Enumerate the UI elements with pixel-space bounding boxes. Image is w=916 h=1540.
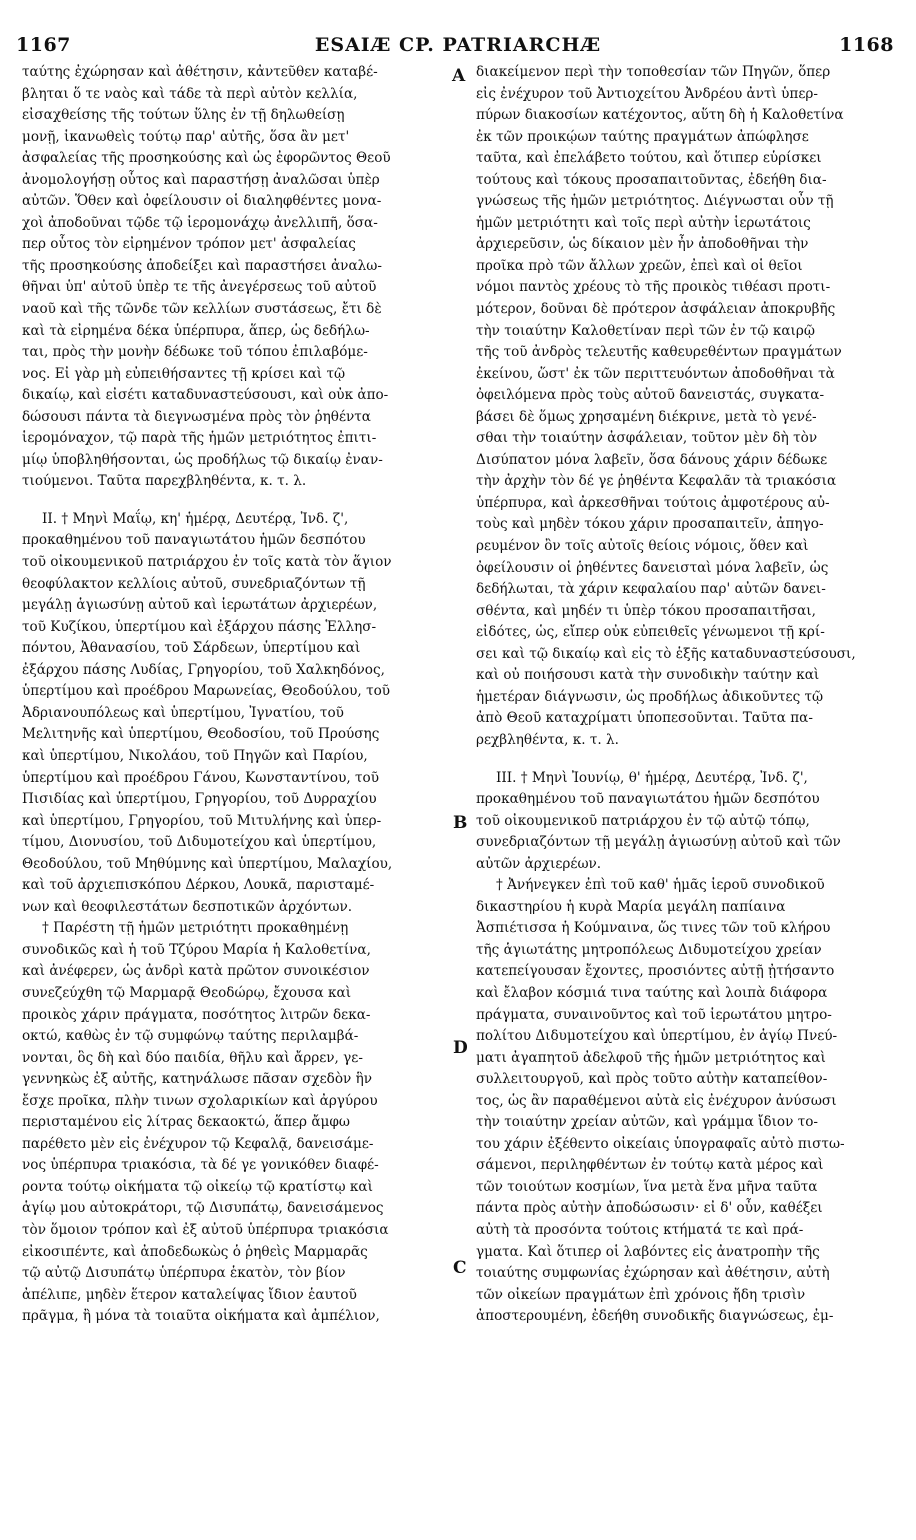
text-line: τὴν ἀρχὴν τὸν δέ γε ῥηθέντα Κεφαλᾶν τὰ τριακόσια [476,473,837,490]
text-line: νος ὑπέρπυρα τριακόσια, τὰ δέ γε γονικόθεν διαφέ- [22,1157,379,1174]
text-line: τούτους καὶ τόκους προσαπαιτοῦντας, ἐδεήθη δια- [476,171,827,188]
text-line: ἀπέλιπε, μηδὲν ἕτερον καταλείψας ἴδιον ἑαυτοῦ [22,1286,357,1303]
text-line: τοὺς καὶ μηδὲν τόκου χάριν προσαπαιτεῖν, ἀπηγο- [476,516,824,533]
text-line: ὑπέρπυρα, καὶ ἀρκεσθῆναι τούτοις ἀμφοτέρους αὐ- [476,494,830,511]
text-line: καὶ ὑπερτίμου, Γρηγορίου, τοῦ Μιτυλήνης καὶ ὑπερ- [22,812,382,829]
margin-marker-d: D [453,1038,468,1058]
text-line: γματα. Καὶ ὅτιπερ οἱ λαβόντες εἰς ἀνατροπὴν τῆς [476,1243,820,1260]
text-line: προικὸς χάριν πράγματα, ποσότητος λιτρῶν δεκα- [22,1006,371,1023]
text-line: II. † Μηνὶ Μαΐῳ, κη' ἡμέρᾳ, Δευτέρᾳ, Ἰνδ. ζ', [42,510,349,527]
text-line: ρευμένον ὂν τοῖς αὐτοῖς θείοις νόμοις, ὅθεν καὶ [476,538,809,555]
right-column [476,62,886,1328]
text-line: ταῦτα, καὶ ἐπελάβετο τούτου, καὶ ὅτιπερ εὑρίσκει [476,150,822,167]
text-line: οκτώ, καθὼς ἐν τῷ συμφώνῳ ταύτης περιλαμβά- [22,1028,359,1045]
margin-marker-b: B [453,813,468,833]
text-line: αὐτῶν. Ὅθεν καὶ ὀφείλουσιν οἱ διαληφθέντες μονα- [22,193,382,210]
text-line: ταύτης ἐχώρησαν καὶ ἀθέτησιν, κἀντεῦθεν καταβέ- [22,64,378,80]
text-line: καὶ τοῦ ἀρχιεπισκόπου Δέρκου, Λουκᾶ, παρισταμέ- [22,877,375,894]
text-line: πάντα πρὸς αὐτὴν ἀποδώσωσιν· εἰ δ' οὖν, καθέξει [476,1200,823,1217]
text-line: Δισύπατον μόνα λαβεῖν, ὅσα δάνους χάριν δέδωκε [476,451,828,468]
text-line: αὐτῶν ἀρχιερέων. [476,855,602,872]
text-line: ὑπερτίμου καὶ προέδρου Μαρωνείας, Θεοδούλου, τοῦ [22,683,391,700]
text-line: τὴν τοιαύτην Καλοθετίναν περὶ τῶν ἐν τῷ καιρῷ [476,322,815,339]
text-line: τοῦ οἰκουμενικοῦ πατριάρχου ἐν τοῖς κατὰ τὸν ἅγιον [22,554,392,571]
text-line: † Ἀνήνεγκεν ἐπὶ τοῦ καθ' ἡμᾶς ἱεροῦ συνοδικοῦ [496,877,825,894]
text-line: νόμοι παντὸς χρέους τὸ τῆς προικὸς τιθέασι προτι- [476,279,831,296]
text-line: ἁγίῳ μου αὐτοκράτορι, τῷ Δισυπάτῳ, δανεισάμενος [22,1200,384,1217]
text-line: ἡμετέραν διάγνωσιν, ὡς προδήλως ἀδικοῦντες τῷ [476,688,824,705]
page-number-right: 1168 [839,34,894,56]
text-line: τῷ αὐτῷ Δισυπάτῳ ὑπέρπυρα ἑκατὸν, τὸν βίον [22,1265,346,1282]
text-line: μίῳ ὑποβληθήσονται, ὡς προδήλως τῷ δικαίῳ ἐναν- [22,451,383,468]
text-line: ματι ἀγαπητοῦ ἀδελφοῦ τῆς ἡμῶν μετριότητος καὶ [476,1049,826,1066]
text-line: τῆς τοῦ ἀνδρὸς τελευτῆς καθευρεθέντων πραγμάτων [476,344,842,361]
text-line: τοιαύτης συμφωνίας ἐχώρησαν καὶ ἀθέτησιν, αὐτὴ [476,1265,830,1282]
text-line: συνοδικῶς καὶ ἡ τοῦ Τζύρου Μαρία ἡ Καλοθετίνα, [22,941,371,958]
text-line: Μελιτηνῆς καὶ ὑπερτίμου, Θεοδοσίου, τοῦ Προύσης [22,726,380,743]
text-line: συλλειτουργοῦ, καὶ πρὸς τοῦτο αὐτὴν καταπείθον- [476,1071,828,1088]
text-line: σει καὶ τῷ δικαίῳ καὶ εἰς τὸ ἑξῆς καταδυναστεύσουσι, [476,645,856,662]
text-line: σάμενοι, περιληφθέντων ἐν τούτῳ κατὰ μέρος καὶ [476,1157,824,1174]
text-line: ἱερομόναχον, τῷ παρὰ τῆς ἡμῶν μετριότητος ἐπιτι- [22,430,377,447]
text-line: δεδήλωται, τὰ χάριν κεφαλαίου παρ' αὐτῶν δανει- [476,581,826,598]
text-line: περισταμένου εἰς λίτρας δεκαοκτώ, ἅπερ ἄμφω [22,1114,350,1131]
text-line: παρέθετο μὲν εἰς ἐνέχυρον τῷ Κεφαλᾷ, δανεισάμε- [22,1135,374,1152]
text-line: δικαίῳ, καὶ εἰσέτι καταδυναστεύσουσι, καὶ οὐκ ἀπο- [22,387,389,404]
text-line: ἀποστερουμένη, ἐδεήθη συνοδικῆς διαγνώσεως, ἐμ- [476,1308,834,1325]
text-line: μεγάλῃ ἁγιωσύνῃ αὐτοῦ καὶ ἱερωτάτων ἀρχιερέων, [22,597,378,614]
text-line: τοῦ οἰκουμενικοῦ πατριάρχου ἐν τῷ αὐτῷ τόπῳ, [476,812,810,829]
text-line: καὶ ἔλαβον κόσμιά τινα ταύτης καὶ λοιπὰ διάφορα [476,984,828,1001]
text-line: ρεχβληθέντα, κ. τ. λ. [476,731,619,748]
left-column [22,62,450,1328]
text-line: τῆς ἁγιωτάτης μητροπόλεως Διδυμοτείχου χρείαν [476,941,822,958]
text-line: τῶν τοιούτων κοσμίων, ἵνα μετὰ ἕνα μῆνα ταῦτα [476,1178,818,1195]
text-line: ἀνομολογήσῃ οὗτος καὶ παραστήσῃ ἀναλῶσαι ὑπὲρ [22,171,380,188]
text-line: νονται, ὃς δὴ καὶ δύο παιδία, θῆλυ καὶ ἄρρεν, γε- [22,1049,363,1066]
text-line: † Παρέστη τῇ ἡμῶν μετριότητι προκαθημένῃ [42,920,349,937]
text-line: καὶ ἀνέφερεν, ὡς ἀνδρὶ κατὰ πρῶτον συνοικέσιον [22,963,370,980]
text-line: σθαι τὴν τοιαύτην ἀσφάλειαν, τοῦτον μὲν δὴ τὸν [476,430,818,447]
text-line: πράγματα, συναινοῦντος καὶ τοῦ ἱερωτάτου μητρο- [476,1006,832,1023]
text-line: III. † Μηνὶ Ἰουνίῳ, θ' ἡμέρᾳ, Δευτέρᾳ, Ἰνδ. ζ', [496,769,808,786]
text-line: χοὶ ἀποδοῦναι τῷδε τῷ ἱερομονάχῳ ἀνελλιπῆ, ὅσα- [22,214,378,231]
text-line: σθέντα, καὶ μηδέν τι ὑπὲρ τόκου προσαπαιτῆσαι, [476,602,816,619]
text-line: βάσει δὲ ὅμως χρησαμένη διέκρινε, μετὰ τὸ γενέ- [476,408,817,425]
page-number-left: 1167 [16,34,71,56]
text-line: ἀρχιερεῦσιν, ὡς δίκαιον μὲν ἦν ἀποδοθῆναι τὴν [476,236,809,253]
text-line: νος. Εἰ γὰρ μὴ εὐπειθήσαντες τῇ κρίσει καὶ τῷ [22,365,346,382]
text-line: ἐξάρχου πάσης Λυδίας, Γρηγορίου, τοῦ Χαλκηδόνος, [22,661,385,678]
text-line: ὀφείλουσιν οἱ ῥηθέντες δανεισταὶ μόνα λαβεῖν, ὡς [476,559,829,576]
text-line: καὶ τὰ εἰρημένα δέκα ὑπέρπυρα, ἅπερ, ὡς δεδήλω- [22,322,370,339]
text-line: ὑπερτίμου καὶ προέδρου Γάνου, Κωνσταντίνου, τοῦ [22,769,379,786]
text-line: ἡμῶν μετριότητι καὶ τοῖς περὶ αὐτὴν ἱερωτάτοις [476,214,811,231]
text-line: δικαστηρίου ἡ κυρὰ Μαρία μεγάλη παπίαινα [476,898,786,915]
text-line: Θεοδούλου, τοῦ Μηθύμνης καὶ ὑπερτίμου, Μαλαχίου, [22,855,393,872]
text-line: θῆναι ὑπ' αὐτοῦ ὑπὲρ τε τῆς ἀνεγέρσεως τοῦ αὐτοῦ [22,279,377,296]
text-line: ἔσχε προῖκα, πλὴν τινων σχολαρικίων καὶ ἀργύρου [22,1092,378,1109]
text-line: Ἀδριανουπόλεως καὶ ὑπερτίμου, Ἰγνατίου, τοῦ [22,704,344,721]
text-line: τὸν ὅμοιον τρόπον καὶ ἐξ αὐτοῦ ὑπέρπυρα τριακόσια [22,1221,389,1238]
text-line: θεοφύλακτον κελλίοις αὐτοῦ, συνεδριαζόντων τῇ [22,575,366,592]
text-line: τῶν οἰκείων πραγμάτων ἐπὶ χρόνοις ἤδη τρισὶν [476,1286,806,1303]
text-line: εἰδότες, ὡς, εἴπερ οὐκ εὐπειθεῖς γένωμενοι τῇ κρί- [476,624,825,641]
text-line: μονῇ, ἱκανωθεὶς τούτῳ παρ' αὐτῆς, ὅσα ἂν μετ' [22,128,350,145]
text-line: κατεπείγουσαν ἔχοντες, προσιόντες αὐτῇ ᾐτήσαντο [476,963,835,980]
text-line: πόντου, Ἀθανασίου, τοῦ Σάρδεων, ὑπερτίμου καὶ [22,640,361,657]
text-line: καὶ ὑπερτίμου, Νικολάου, τοῦ Πηγῶν καὶ Παρίου, [22,747,368,764]
text-line: γνώσεως τῆς ἡμῶν μετριότητος. Διέγνωσται οὖν τῇ [476,193,834,210]
text-line: τοῦ Κυζίκου, ὑπερτίμου καὶ ἐξάρχου πάσης Ἑλλησ- [22,618,377,635]
text-line: ἀπὸ Θεοῦ καταχρίματι ὑποπεσοῦνται. Ταῦτα πα- [476,710,813,727]
text-line: συνεδριαζόντων τῇ μεγάλῃ ἁγιωσύνῃ αὐτοῦ καὶ τῶν [476,834,841,851]
text-line: τιούμενοι. Ταῦτα παρεχβληθέντα, κ. τ. λ. [22,473,307,490]
text-line: ἐκ τῶν προικῴων ταύτης πραγμάτων ἀπώφλησε [476,128,809,145]
margin-marker-c: C [453,1258,467,1278]
text-line: γεννηκὼς ἐξ αὐτῆς, κατηνάλωσε πᾶσαν σχεδὸν ἣν [22,1071,373,1088]
text-line: μότερον, δοῦναι δὲ πρότερον ἀσφάλειαν ἀποκρυβῆς [476,301,836,318]
text-line: τὴν τοιαύτην χρείαν αὐτῶν, καὶ γράμμα ἴδιον το- [476,1114,819,1131]
text-line: προκαθημένου τοῦ παναγιωτάτου ἡμῶν δεσπότου [476,791,820,808]
text-line: ἐκείνου, ὥστ' ἐκ τῶν περιττευόντων ἀποδοθῆναι τὰ [476,365,835,382]
text-line: συνεζεύχθη τῷ Μαρμαρᾷ Θεοδώρῳ, ἔχουσα καὶ [22,984,352,1001]
text-line: ναοῦ καὶ τῆς τῶνδε τῶν κελλίων συστάσεως, ἔτι δὲ [22,301,382,318]
text-line: ροντα τούτῳ οἰκήματα τῷ οἰκείῳ τῷ κρατίστῳ καὶ [22,1178,373,1195]
text-line: πρᾶγμα, ἢ μόνα τὰ τοιαῦτα οἰκήματα καὶ ἀμπέλιον, [22,1308,380,1325]
text-line: ἀσφαλείας τῆς προσηκούσης καὶ ὡς ἐφορῶντος Θεοῦ [22,150,391,167]
text-line: εἰκοσιπέντε, καὶ ἀποδεδωκὼς ὁ ῥηθεὶς Μαρμαρᾶς [22,1243,368,1260]
text-line [476,752,886,768]
text-line: καὶ οὐ ποιήσουσι κατὰ τὴν συνοδικὴν ταύτην καὶ [476,667,820,684]
text-line: ὀφειλόμενα πρὸς τοὺς αὐτοῦ δανειστάς, συγκατα- [476,387,825,404]
text-line: τῆς προσηκούσης ἀποδείξει καὶ παραστήσει ἀναλω- [22,257,382,274]
text-line: πύρων διακοσίων κατέχοντος, αὕτη δὴ ἡ Καλοθετίνα [476,107,844,124]
text-line: τίμου, Διονυσίου, τοῦ Διδυμοτείχου καὶ ὑπερτίμου, [22,834,377,851]
text-line: τος, ὡς ἂν παραθέμενοι αὐτὰ εἰς ἐνέχυρον ἀνύσωσι [476,1092,837,1109]
text-line: ται, πρὸς τὴν μονὴν δέδωκε τοῦ τόπου ἐπιλαβόμε- [22,344,368,361]
text-line: του χάριν ἐξέθεντο οἰκείαις ὑπογραφαῖς αὐτὸ πιστω- [476,1135,845,1152]
text-line: διακείμενον περὶ τὴν τοποθεσίαν τῶν Πηγῶν, ὅπερ [476,64,831,80]
text-line: αὐτὴ τὰ προσόντα τούτοις κτήματά τε καὶ πρά- [476,1221,804,1238]
text-line: εἰς ἐνέχυρον τοῦ Ἀντιοχείτου Ἀνδρέου ἀντὶ ὑπερ- [476,85,818,102]
text-line: δώσουσι πάντα τὰ διεγνωσμένα πρὸς τὸν ῥηθέντα [22,408,371,425]
text-line: νων καὶ θεοφιλεστάτων δεσποτικῶν ἀρχόντων. [22,898,353,915]
text-line: Ἀσπιέτισσα ἡ Κούμναινα, ὥς τινες τῶν τοῦ κλήρου [476,920,831,937]
text-line: προκαθημένου τοῦ παναγιωτάτου ἡμῶν δεσπότου [22,532,366,549]
text-line: εἰσαχθείσης τῆς τούτων ὕλης ἐν τῇ δηλωθείσῃ [22,107,345,124]
text-line: Πισιδίας καὶ ὑπερτίμου, Γρηγορίου, τοῦ Δυρραχίου [22,791,377,808]
running-title: ESAIÆ CP. PATRIARCHÆ [314,34,602,56]
text-line: πολίτου Διδυμοτείχου καὶ ὑπερτίμου, ἐν ἁγίῳ Πνεύ- [476,1028,838,1045]
text-line [22,493,450,509]
text-line: περ οὗτος τὸν εἰρημένον τρόπον μετ' ἀσφαλείας [22,236,356,253]
text-line: βληται ὅ τε ναὸς καὶ τάδε τὰ περὶ αὐτὸν κελλία, [22,85,358,102]
margin-marker-a: A [452,66,466,86]
text-line: προῖκα πρὸ τῶν ἄλλων χρεῶν, ἐπεὶ καὶ οἱ θεῖοι [476,257,803,274]
